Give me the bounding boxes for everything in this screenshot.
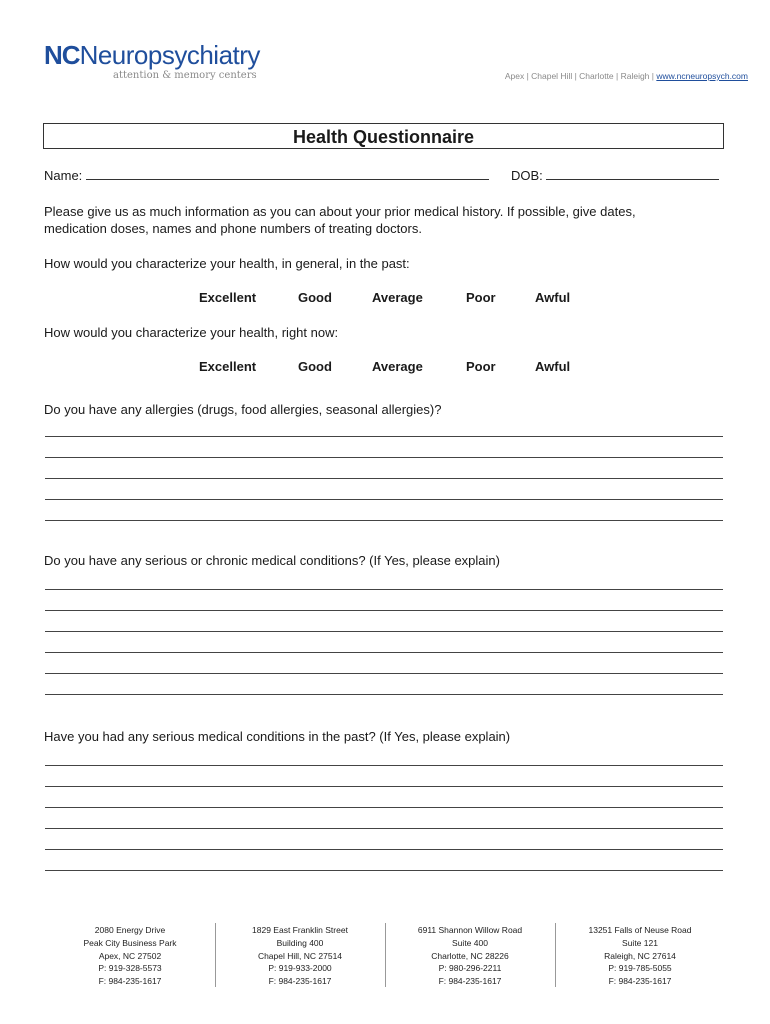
footer-line2: Building 400 [276,937,324,948]
chronic-line[interactable] [45,589,723,590]
footer-street: 2080 Energy Drive [94,925,166,935]
question-health-now: How would you characterize your health, right now: [44,325,339,340]
footer-line2: Suite 400 [452,937,488,948]
footer-line2: Peak City Business Park [83,937,177,948]
footer-address-chapel-hill [215,924,385,988]
website-link[interactable]: www.ncneuropsych.com [656,71,748,81]
past-conditions-line[interactable] [45,807,723,808]
footer-address-apex [45,924,215,988]
footer-phone: P: 919-785-5055 [608,963,672,974]
footer-city: Apex, NC 27502 [98,950,162,961]
question-allergies: Do you have any allergies (drugs, food allergies, seasonal allergies)? [44,402,442,417]
footer-street: 6911 Shannon Willow Road [417,925,523,935]
intro-line-1: Please give us as much information as you can about your prior medical history. If possible, give dates, [44,204,636,219]
footer-fax: F: 984-235-1617 [98,976,162,987]
name-label: Name: [44,168,83,183]
intro-paragraph [44,203,636,237]
logo-name: Neuropsychiatry [79,40,260,70]
rating-average-past[interactable]: Average [372,290,423,305]
allergies-line[interactable] [45,520,723,521]
rating-poor-now[interactable]: Poor [466,359,496,374]
locations-text: Apex | Chapel Hill | Charlotte | Raleigh | [504,71,657,81]
footer-street: 13251 Falls of Neuse Road [588,925,692,935]
allergies-line[interactable] [45,499,723,500]
footer-phone: P: 919-933-2000 [268,963,332,974]
footer-phone: P: 980-296-2211 [438,963,502,974]
chronic-line[interactable] [45,610,723,611]
footer-address-raleigh [555,924,725,988]
past-conditions-line[interactable] [45,849,723,850]
question-health-past: How would you characterize your health, in general, in the past: [44,256,410,271]
past-conditions-line[interactable] [45,870,723,871]
rating-average-now[interactable]: Average [372,359,423,374]
footer-street: 1829 East Franklin Street [252,925,348,935]
dob-row [511,168,719,183]
footer-fax: F: 984-235-1617 [608,976,672,987]
rating-good-past[interactable]: Good [298,290,332,305]
footer-phone: P: 919-328-5573 [98,963,162,974]
footer-city: Charlotte, NC 28226 [431,950,509,961]
rating-poor-past[interactable]: Poor [466,290,496,305]
question-past-conditions: Have you had any serious medical conditions in the past? (If Yes, please explain) [44,729,511,744]
footer-city: Raleigh, NC 27614 [604,950,676,961]
allergies-line[interactable] [45,436,723,437]
rating-awful-now[interactable]: Awful [535,359,571,374]
dob-field[interactable] [546,168,719,180]
footer-city: Chapel Hill, NC 27514 [257,950,343,961]
rating-scale-past [0,290,770,306]
logo-tagline: attention & memory centers [113,70,257,81]
name-row [44,168,489,183]
allergies-line[interactable] [45,457,723,458]
question-chronic-conditions: Do you have any serious or chronic medical conditions? (If Yes, please explain) [44,553,500,568]
allergies-line[interactable] [45,478,723,479]
footer-line2: Suite 121 [622,937,658,948]
past-conditions-line[interactable] [45,828,723,829]
chronic-line[interactable] [45,652,723,653]
chronic-line[interactable] [45,694,723,695]
logo-nc: NC [44,40,80,70]
rating-scale-now [0,359,770,375]
locations-bar [505,71,748,81]
rating-excellent-now[interactable]: Excellent [199,359,257,374]
intro-line-2: medication doses, names and phone numbers of treating doctors. [44,221,422,236]
chronic-line[interactable] [45,673,723,674]
dob-label: DOB: [511,168,543,183]
name-field[interactable] [86,168,489,180]
footer-fax: F: 984-235-1617 [438,976,502,987]
past-conditions-line[interactable] [45,765,723,766]
rating-excellent-past[interactable]: Excellent [199,290,257,305]
rating-awful-past[interactable]: Awful [535,290,571,305]
logo [44,40,260,71]
footer-fax: F: 984-235-1617 [268,976,332,987]
rating-good-now[interactable]: Good [298,359,332,374]
page-title: Health Questionnaire [43,123,724,149]
chronic-line[interactable] [45,631,723,632]
footer-address-charlotte [385,924,555,988]
past-conditions-line[interactable] [45,786,723,787]
